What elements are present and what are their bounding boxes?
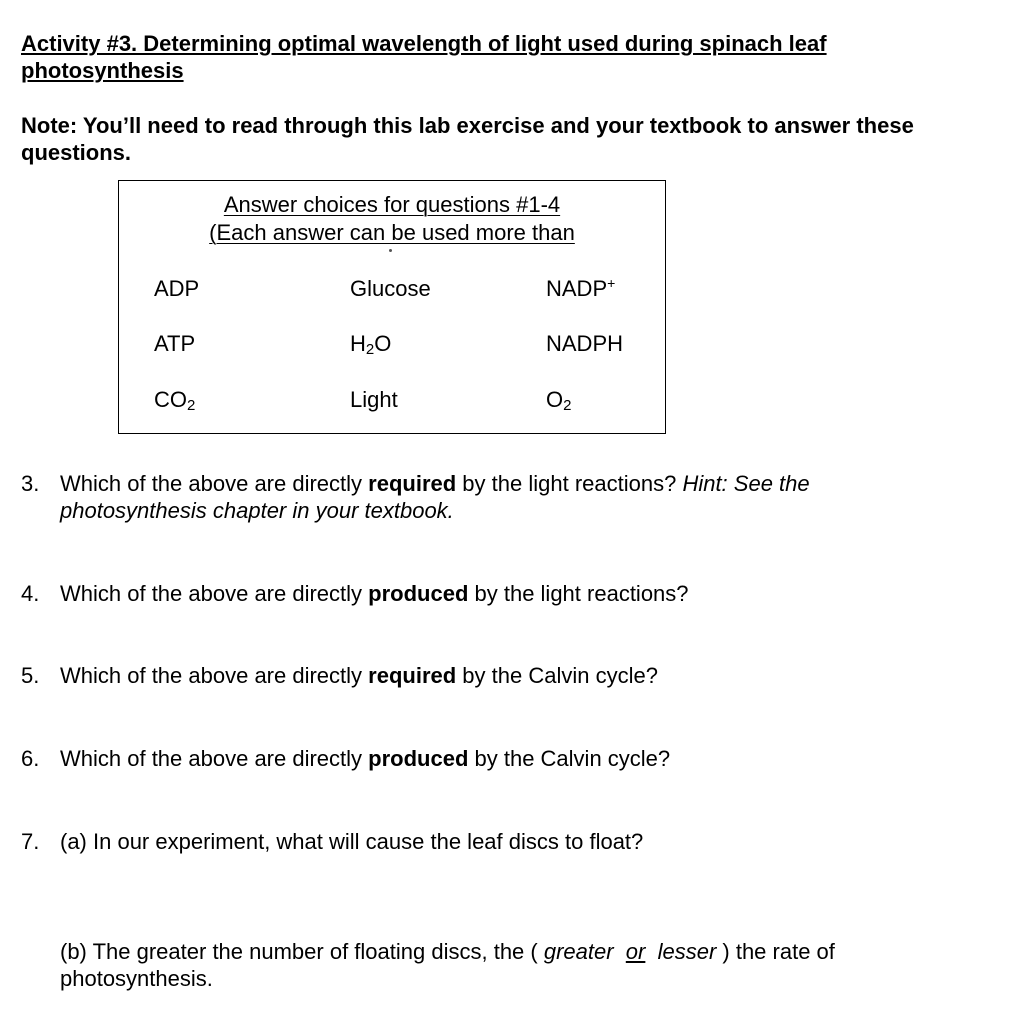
answer-choices-heading (119, 191, 665, 247)
question-7-number: 7. (21, 829, 40, 854)
choice-glucose: Glucose (350, 276, 431, 301)
choice-atp: ATP (154, 331, 196, 356)
choice-adp: ADP (154, 276, 200, 301)
question-3-hint-line2: photosynthesis chapter in your textbook. (60, 498, 454, 523)
choice-nadp-plus: NADP+ (546, 275, 616, 301)
answer-heading-line2: (Each answer can be used more than (209, 220, 575, 245)
question-7b-line2: photosynthesis. (60, 966, 213, 991)
note-paragraph (21, 112, 914, 166)
answer-choices-box (118, 180, 666, 434)
choice-h2o: $H_2O$ (350, 331, 392, 358)
stray-mark (389, 249, 392, 252)
option-greater: greater (543, 939, 614, 964)
note-line1: Note: You’ll need to read through this lab exercise and your textbook to answer these (21, 113, 914, 138)
choice-light: Light (350, 387, 398, 412)
option-or: or (625, 939, 646, 964)
question-4-number: 4. (21, 581, 40, 606)
note-line2: questions. (21, 140, 132, 165)
option-lesser: lesser (657, 939, 717, 964)
choice-o2: $O_2$ (546, 387, 572, 414)
answer-heading-line1: Answer choices for questions #1-4 (223, 192, 561, 217)
activity-title (21, 30, 827, 84)
activity-title-line2: photosynthesis (21, 58, 184, 83)
question-7a: (a) In our experiment, what will cause the leaf discs to float? (60, 829, 644, 854)
question-5-number: 5. (21, 663, 40, 688)
question-7b: (b) The greater the number of floating discs, the ( greater or lesser ) the rate of photosynthesis. (60, 939, 835, 991)
choice-nadph: NADPH (546, 331, 624, 356)
question-3-hint: Hint: See the (682, 471, 810, 496)
choice-co2: $CO_2$ (154, 387, 196, 414)
activity-title-line1: Activity #3. Determining optimal wavelength of light used during spinach leaf (21, 31, 827, 56)
question-6-number: 6. (21, 746, 40, 771)
question-3-number: 3. (21, 471, 40, 496)
